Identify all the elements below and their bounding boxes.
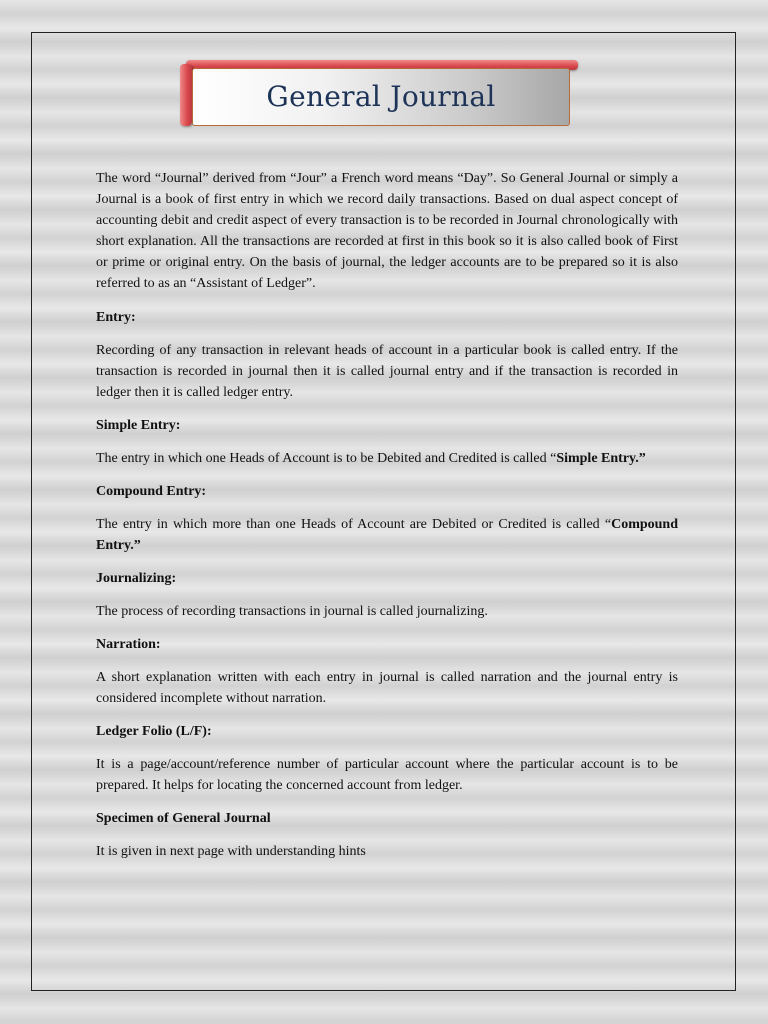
compound-entry-text: The entry in which more than one Heads of Account are Debited or Credited is called “ <box>96 517 612 532</box>
specimen-heading: Specimen of General Journal <box>96 811 271 826</box>
compound-entry-paragraph <box>96 514 678 556</box>
simple-entry-term: Simple Entry.” <box>556 451 646 466</box>
narration-paragraph: A short explanation written with each entry in journal is called narration and the journal entry is considered incomplete without narration. <box>96 670 678 706</box>
ledger-folio-heading: Ledger Folio (L/F): <box>96 724 212 739</box>
entry-paragraph: Recording of any transaction in relevant heads of account in a particular book is called entry. If the transaction is recorded in journal then it is called journal entry and if the transaction is recorded in ledger then it is called ledger entry. <box>96 343 678 400</box>
simple-entry-paragraph <box>96 448 678 469</box>
intro-paragraph: The word “Journal” derived from “Jour” a French word means “Day”. So General Journal or simply a Journal is a book of first entry in which we record daily transactions. Based on dual aspect concept of accounting debit and credit aspect of every transaction is to be recorded in Journal chronologically with short explanation. All the transactions are recorded at first in this book so it is also called book of First or prime or original entry. On the basis of journal, the ledger accounts are to be prepared so it is also referred to as an “Assistant of Ledger”. <box>96 171 678 291</box>
specimen-paragraph: It is given in next page with understanding hints <box>96 844 366 859</box>
journalizing-paragraph: The process of recording transactions in journal is called journalizing. <box>96 604 488 619</box>
title-banner <box>180 60 578 126</box>
compound-entry-heading: Compound Entry: <box>96 484 207 499</box>
compound-entry-term: Compound Entry.” <box>96 517 678 553</box>
narration-heading: Narration: <box>96 637 161 652</box>
simple-entry-text: The entry in which one Heads of Account is to be Debited and Credited is called “ <box>96 451 557 466</box>
entry-heading: Entry: <box>96 310 136 325</box>
simple-entry-heading: Simple Entry: <box>96 418 181 433</box>
document-body <box>96 168 678 862</box>
journalizing-heading: Journalizing: <box>96 571 177 586</box>
ledger-folio-paragraph: It is a page/account/reference number of particular account where the particular account is to be prepared. It helps for locating the concerned account from ledger. <box>96 757 678 793</box>
page-title: General Journal <box>266 80 496 113</box>
banner-ribbon-left <box>180 64 192 126</box>
